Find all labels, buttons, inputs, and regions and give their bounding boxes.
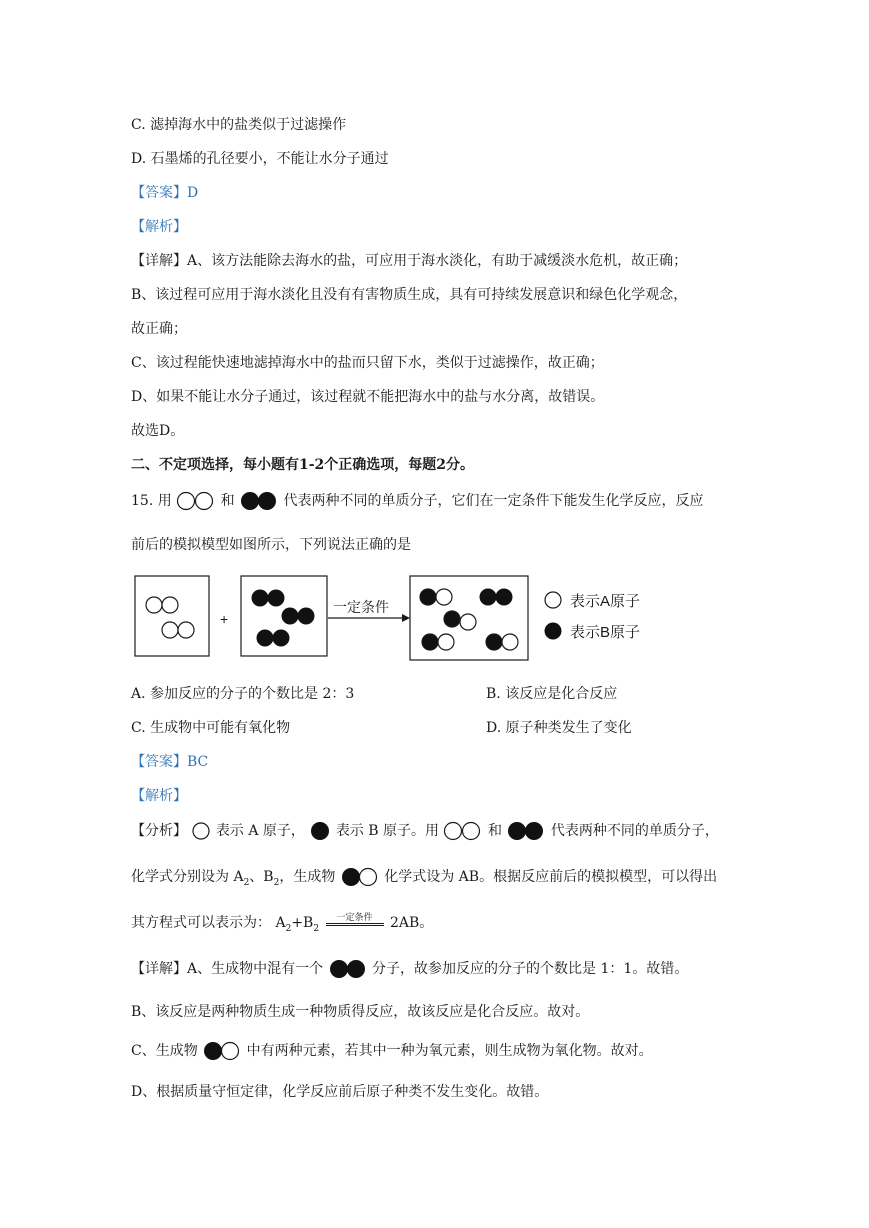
xq-c-rest: 中有两种元素，若其中一种为氧元素，则生成物为氧化物。故对。 — [246, 1043, 653, 1059]
fx-rest: 代表两种不同的单质分子， — [550, 823, 719, 839]
legend-a-label: 表示A原子 — [570, 593, 641, 610]
detail-d-prev: D、如果不能让水分子通过，该过程就不能把海水中的盐与水分离，故错误。 — [131, 389, 605, 405]
detail-a-prev: 【详解】A、该方法能除去海水的盐，可应用于海水淡化，有助于减缓淡水危机，故正确； — [131, 253, 688, 269]
eq-sub-b: 2 — [313, 923, 320, 934]
b2-molecule-icon — [239, 491, 279, 511]
formula-sub2: 2 — [273, 877, 280, 888]
formula-lead: 化学式分别设为 A — [131, 869, 244, 885]
xq-a-lead: 【详解】A、生成物中混有一个 — [131, 961, 324, 977]
option-c-prev: C. 滤掉海水中的盐类似于过滤操作 — [131, 117, 347, 133]
xq-d-line: D、根据质量守恒定律，化学反应前后原子种类不发生变化。故错。 — [131, 1084, 549, 1100]
reaction-diagram — [130, 572, 670, 664]
q15-line1 — [131, 490, 704, 511]
b2-molecule-icon — [506, 821, 546, 841]
fx-line — [131, 820, 719, 841]
fx-a-text: 表示 A 原子， — [215, 823, 305, 839]
detail-b1-prev: B、该过程可应用于海水淡化且没有有害物质生成，具有可持续发展意识和绿色化学观念， — [131, 287, 688, 303]
xq-c-lead: C、生成物 — [131, 1043, 198, 1059]
q15-prefix: 15. 用 — [131, 493, 172, 509]
xq-c-line — [131, 1040, 653, 1061]
q15-option-a: A. 参加反应的分子的个数比是 2：3 — [131, 686, 355, 702]
a-atom-icon — [191, 821, 211, 841]
a2-molecule-icon — [176, 491, 216, 511]
formula-rest: 化学式设为 AB。根据反应前后的模拟模型，可以得出 — [384, 869, 718, 885]
option-d-prev: D. 石墨烯的孔径要小，不能让水分子通过 — [131, 151, 389, 167]
eq-product: 2AB — [389, 915, 420, 931]
eq-a: A — [275, 915, 286, 931]
reactant-a-box — [135, 576, 209, 656]
eq-plus: +B — [291, 915, 314, 931]
eq-condition: 一定条件 — [336, 913, 373, 923]
xq-a-rest: 分子，故参加反应的分子的个数比是 1：1。故错。 — [372, 961, 689, 977]
equals-bar — [326, 923, 384, 926]
xq-a-line — [131, 958, 688, 979]
a2-molecule-icon — [443, 821, 483, 841]
q15-and: 和 — [220, 493, 235, 509]
arrow-head — [402, 614, 410, 622]
q15-line2: 前后的模拟模型如图所示，下列说法正确的是 — [131, 537, 411, 553]
ab-molecule-icon — [202, 1041, 242, 1061]
legend-a-icon — [545, 592, 561, 608]
formula-mid: 、B — [249, 869, 274, 885]
eq-lead: 其方程式可以表示为： — [131, 915, 271, 931]
section-heading: 二、不定项选择，每小题有1-2个正确选项，每题2分。 — [131, 457, 475, 473]
q15-answer: 【答案】BC — [131, 754, 209, 770]
detail-c-prev: C、该过程能快速地滤掉海水中的盐而只留下水，类似于过滤操作，故正确； — [131, 355, 604, 371]
legend-b-label: 表示B原子 — [570, 624, 641, 641]
answer-prev: 【答案】D — [131, 185, 199, 201]
formula-sub1: 2 — [243, 877, 250, 888]
reaction-condition — [324, 913, 386, 933]
q15-option-c: C. 生成物中可能有氧化物 — [131, 720, 291, 736]
xq-b-line: B、该反应是两种物质生成一种物质得反应，故该反应是化合反应。故对。 — [131, 1004, 590, 1020]
ab-molecule-icon — [340, 867, 380, 887]
eq-end: 。 — [419, 915, 434, 931]
b-atom-icon — [309, 821, 331, 841]
b2-molecule-icon — [328, 959, 368, 979]
analysis-prev: 【解析】 — [131, 219, 187, 235]
fx-and: 和 — [487, 823, 502, 839]
plus-sign: + — [220, 611, 229, 627]
q15-text1: 代表两种不同的单质分子，它们在一定条件下能发生化学反应，反应 — [283, 493, 704, 509]
fx-b-text: 表示 B 原子。用 — [335, 823, 440, 839]
q15-option-b: B. 该反应是化合反应 — [486, 686, 618, 702]
detail-b2-prev: 故正确； — [131, 321, 187, 337]
eq-sub-a: 2 — [285, 923, 292, 934]
legend-b-icon — [545, 623, 562, 640]
arrow-condition-label: 一定条件 — [333, 599, 389, 615]
formula-mid2: ，生成物 — [279, 869, 336, 885]
choose-prev: 故选D。 — [131, 423, 185, 439]
fx-lead: 【分析】 — [131, 823, 187, 839]
equation-line — [131, 912, 433, 934]
formula-line — [131, 866, 717, 888]
q15-analysis: 【解析】 — [131, 788, 187, 804]
q15-option-d: D. 原子种类发生了变化 — [486, 720, 632, 736]
